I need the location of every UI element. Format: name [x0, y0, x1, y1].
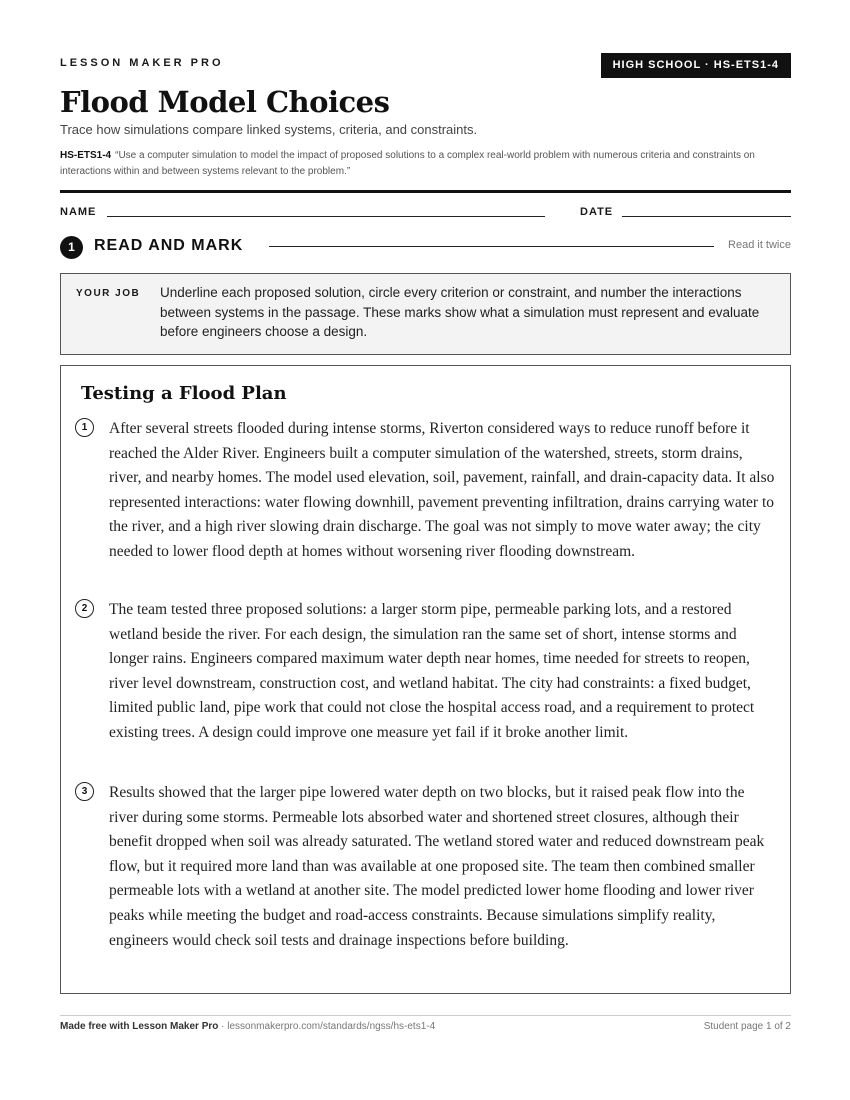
- paragraph-text: The team tested three proposed solutions: a larger storm pipe, permeable parking lots, and a restored wetland beside the river. For each design, the simulation ran the same set of short, intense storms and longer rains. Engineers compared maximum water depth near homes, time needed for streets to reopen, river level downstream, construction cost, and wetland habitat. The city had constraints: a fixed budget, limited public land, pipe work that could not close the hospital access road, and a requirement to protect existing trees. A design could improve one measure yet fail if it broke another limit.: [109, 601, 755, 741]
- section-number-badge: 1: [60, 236, 83, 259]
- paragraph-number: 1: [75, 418, 94, 437]
- instructions-label: YOUR JOB: [76, 288, 141, 299]
- date-label: DATE: [580, 206, 614, 218]
- brand-name: LESSON MAKER PRO: [60, 57, 224, 69]
- section-note: Read it twice: [728, 239, 791, 251]
- instructions-box: [60, 273, 791, 355]
- standard-text: “Use a computer simulation to model the impact of proposed solutions to a complex real-world problem with numerous criteria and constraints on interactions within and between systems relevant to the problem.”: [60, 150, 755, 177]
- section-title: READ AND MARK: [94, 237, 244, 254]
- passage-title: Testing a Flood Plan: [81, 383, 287, 404]
- reading-passage: [60, 365, 791, 994]
- standard-statement: [60, 148, 791, 180]
- footer-credit: [60, 1021, 435, 1032]
- name-field[interactable]: [107, 216, 545, 217]
- grade-badge: HIGH SCHOOL · HS-ETS1-4: [601, 53, 791, 78]
- page-title: Flood Model Choices: [60, 85, 390, 119]
- section-divider: [269, 246, 714, 247]
- paragraph-text: After several streets flooded during intense storms, Riverton considered ways to reduce runoff before it reached the Alder River. Engineers built a computer simulation of the watershed, streets, storm drains, river, and nearby homes. The model used elevation, soil, pavement, rainfall, and drain-capacity data. It also represented interactions: water flowing downhill, pavement preventing infiltration, drains carrying water to the river, and a high river slowing drain discharge. The goal was not simply to move water away; the city needed to lower flood depth at homes without worsening river flooding downstream.: [109, 420, 775, 560]
- worksheet-page: [60, 0, 791, 1100]
- paragraph-number: 2: [75, 599, 94, 618]
- page-number: Student page 1 of 2: [703, 1021, 791, 1032]
- page-subtitle: Trace how simulations compare linked systems, criteria, and constraints.: [60, 122, 478, 137]
- date-field[interactable]: [622, 216, 791, 217]
- paragraph-text: Results showed that the larger pipe lowered water depth on two blocks, but it raised peak flow into the river during some storms. Permeable lots absorbed water and shortened street closures, although their benefit dropped when soil was already saturated. The wetland stored water and reduced downstream peak flow, but it required more land than was available at one proposed site. The team then combined smaller permeable lots with a wetland at another site. The model predicted lower home flooding and lower river peaks while meeting the budget and road-access constraints. Because simulations simplify reality, engineers would check soil tests and drainage inspections before building.: [109, 784, 765, 949]
- instructions-text: Underline each proposed solution, circle every criterion or constraint, and number the interactions between systems in the passage. These marks show what a simulation must represent and evaluate before engineers choose a design.: [160, 285, 760, 339]
- footer-divider: [60, 1015, 791, 1016]
- header-divider: [60, 190, 791, 193]
- paragraph-number: 3: [75, 782, 94, 801]
- footer-link[interactable]: · lessonmakerpro.com/standards/ngss/hs-ets1-4: [218, 1021, 436, 1032]
- name-label: NAME: [60, 206, 97, 218]
- standard-code: HS-ETS1-4: [60, 150, 112, 161]
- footer-credit-name: Made free with Lesson Maker Pro: [60, 1021, 219, 1032]
